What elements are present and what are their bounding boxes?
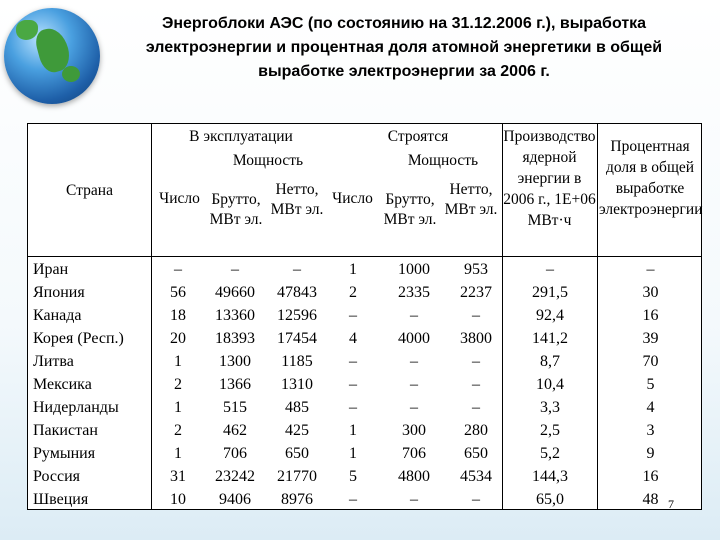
cell-op-num: 18 <box>170 307 186 324</box>
cell-op-net: 21770 <box>277 468 317 485</box>
cell-prod: – <box>546 261 554 278</box>
cell-op-gross: 49660 <box>215 284 255 301</box>
cell-op-net: 12596 <box>277 307 317 324</box>
cell-c-num: 1 <box>349 445 357 462</box>
cell-c-num: – <box>349 353 357 370</box>
cell-c-num: 5 <box>349 468 357 485</box>
cell-c-gross: 4000 <box>398 330 430 347</box>
cell-c-num: – <box>349 491 357 508</box>
cell-c-gross: – <box>410 491 418 508</box>
table-row <box>28 327 701 350</box>
cell-op-net: – <box>293 261 301 278</box>
header-c-gross: Брутто, МВт эл. <box>383 191 437 228</box>
cell-share: 30 <box>642 284 659 301</box>
header-c-capacity: Мощность <box>407 152 479 169</box>
cell-c-num: – <box>349 399 357 416</box>
cell-c-num: 2 <box>349 284 357 301</box>
globe-icon <box>4 8 100 104</box>
cell-c-net: – <box>472 491 480 508</box>
cell-c-gross: 1000 <box>398 261 430 278</box>
cell-country: Швеция <box>33 491 89 508</box>
cell-country: Литва <box>33 353 74 370</box>
table-row <box>28 258 701 281</box>
cell-c-gross: – <box>410 353 418 370</box>
table-row <box>28 396 701 419</box>
cell-c-gross: – <box>410 376 418 393</box>
cell-country: Япония <box>33 284 85 301</box>
cell-c-net: 4534 <box>460 468 492 485</box>
table-row <box>28 442 701 465</box>
cell-op-gross: 23242 <box>215 468 255 485</box>
cell-op-num: 10 <box>170 491 186 508</box>
header-op-capacity: Мощность <box>232 152 304 169</box>
cell-op-net: 1310 <box>281 376 313 393</box>
header-c-net: Нетто, МВт эл. <box>444 181 498 218</box>
cell-op-gross: 706 <box>223 445 247 462</box>
cell-c-net: 650 <box>464 445 488 462</box>
table-row <box>28 304 701 327</box>
page-title: Энергоблоки АЭС (по состоянию на 31.12.2006 г.), выработка электроэнергии и процентная доля атомной энергетики в общей выработке электроэнергии за 2006 г. <box>145 15 663 80</box>
cell-op-num: 56 <box>170 284 186 301</box>
cell-op-gross: 515 <box>223 399 247 416</box>
cell-share: 5 <box>646 376 655 393</box>
table-row <box>28 281 701 304</box>
cell-c-net: – <box>472 307 480 324</box>
table-body <box>28 258 701 511</box>
cell-c-net: 953 <box>464 261 488 278</box>
table-row <box>28 488 701 511</box>
cell-op-num: 1 <box>174 399 182 416</box>
cell-op-gross: 1300 <box>219 353 251 370</box>
cell-share: 3 <box>646 422 655 439</box>
cell-op-net: 425 <box>285 422 309 439</box>
cell-op-gross: 1366 <box>219 376 251 393</box>
cell-op-net: 485 <box>285 399 309 416</box>
cell-c-gross: 706 <box>402 445 426 462</box>
cell-c-num: 1 <box>349 422 357 439</box>
cell-prod: 3,3 <box>540 399 560 416</box>
cell-share: 48 <box>642 491 659 508</box>
cell-country: Пакистан <box>33 422 98 439</box>
cell-op-num: 2 <box>174 376 182 393</box>
cell-op-num: – <box>174 261 182 278</box>
header-under-construction: Строятся <box>387 128 449 145</box>
cell-c-gross: – <box>410 307 418 324</box>
cell-c-gross: – <box>410 399 418 416</box>
data-table <box>27 123 702 510</box>
cell-c-net: – <box>472 353 480 370</box>
header-production: Производство ядерной энергии в 2006 г., 1E+06 МВт·ч <box>503 128 596 229</box>
cell-c-num: – <box>349 376 357 393</box>
cell-c-net: 280 <box>464 422 488 439</box>
cell-op-gross: 462 <box>223 422 247 439</box>
cell-share: – <box>646 261 655 278</box>
header-in-operation: В эксплуатации <box>189 128 293 145</box>
cell-op-num: 20 <box>170 330 186 347</box>
cell-country: Мексика <box>33 376 92 393</box>
cell-prod: 144,3 <box>532 468 568 485</box>
cell-country: Нидерланды <box>33 399 119 416</box>
table-row <box>28 419 701 442</box>
cell-op-net: 17454 <box>277 330 317 347</box>
cell-op-gross: 18393 <box>215 330 255 347</box>
cell-share: 39 <box>642 330 659 347</box>
cell-share: 9 <box>646 445 655 462</box>
table-row <box>28 373 701 396</box>
cell-op-num: 1 <box>174 353 182 370</box>
header-country: Страна <box>66 182 113 199</box>
cell-c-net: 3800 <box>460 330 492 347</box>
cell-country: Россия <box>33 468 81 485</box>
cell-prod: 2,5 <box>540 422 560 439</box>
cell-prod: 8,7 <box>540 353 560 370</box>
cell-c-net: 2237 <box>460 284 492 301</box>
cell-share: 4 <box>646 399 655 416</box>
cell-c-net: – <box>472 399 480 416</box>
cell-prod: 65,0 <box>536 491 564 508</box>
page-number: 7 <box>668 497 674 511</box>
cell-country: Канада <box>33 307 82 324</box>
header-op-gross: Брутто, МВт эл. <box>209 191 263 228</box>
cell-c-num: 4 <box>349 330 357 347</box>
cell-op-net: 8976 <box>281 491 313 508</box>
cell-c-num: 1 <box>349 261 357 278</box>
cell-op-num: 2 <box>174 422 182 439</box>
cell-op-net: 1185 <box>281 353 313 370</box>
cell-prod: 291,5 <box>532 284 568 301</box>
cell-c-net: – <box>472 376 480 393</box>
table-row <box>28 350 701 373</box>
cell-country: Корея (Респ.) <box>33 330 124 347</box>
cell-prod: 141,2 <box>532 330 568 347</box>
cell-share: 70 <box>642 353 659 370</box>
cell-c-gross: 4800 <box>398 468 430 485</box>
cell-country: Румыния <box>33 445 96 462</box>
cell-op-gross: – <box>231 261 239 278</box>
cell-op-gross: 13360 <box>215 307 255 324</box>
table-row <box>28 465 701 488</box>
cell-op-net: 650 <box>285 445 309 462</box>
header-op-number: Число <box>159 190 200 207</box>
cell-c-gross: 300 <box>402 422 426 439</box>
header-c-number: Число <box>332 190 373 207</box>
cell-prod: 10,4 <box>536 376 564 393</box>
cell-op-net: 47843 <box>277 284 317 301</box>
cell-c-num: – <box>349 307 357 324</box>
header-share: Процентная доля в общей выработке электроэнергии <box>599 138 703 218</box>
cell-country: Иран <box>33 261 69 278</box>
cell-prod: 92,4 <box>536 307 564 324</box>
cell-op-num: 31 <box>170 468 186 485</box>
cell-c-gross: 2335 <box>398 284 430 301</box>
cell-share: 16 <box>642 307 659 324</box>
cell-op-gross: 9406 <box>219 491 251 508</box>
cell-op-num: 1 <box>174 445 182 462</box>
cell-share: 16 <box>642 468 659 485</box>
header-op-net: Нетто, МВт эл. <box>270 181 324 218</box>
cell-prod: 5,2 <box>540 445 560 462</box>
